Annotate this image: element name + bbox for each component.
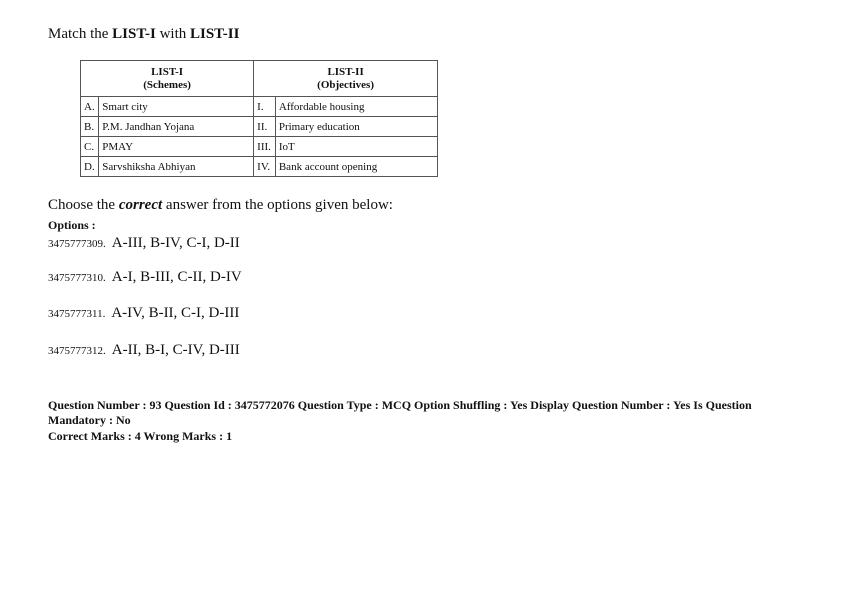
objective-cell: Bank account opening <box>275 157 437 177</box>
table-row <box>81 97 438 117</box>
row-roman: I. <box>254 97 276 117</box>
question-title-with: with <box>155 26 190 42</box>
question-marks: Correct Marks : 4 Wrong Marks : 1 <box>48 429 233 443</box>
scheme-cell: PMAY <box>99 137 254 157</box>
option-text: A-I, B-III, C-II, D-IV <box>111 269 242 285</box>
option-id: 3475777310. <box>48 272 106 284</box>
list2-header-subtitle: (Objectives) <box>317 78 374 91</box>
objective-cell: Primary education <box>275 117 437 137</box>
question-meta: Question Number : 93 Question Id : 3475772076 Question Type : MCQ Option Shuffling : Yes Display Question Number : Yes Is Question Mandatory : No <box>48 398 752 427</box>
option-item[interactable] <box>48 268 242 286</box>
row-letter: C. <box>81 137 99 157</box>
table-row <box>81 157 438 177</box>
option-id: 3475777311. <box>48 308 106 320</box>
option-text: A-II, B-I, C-IV, D-III <box>111 342 240 358</box>
option-text: A-IV, B-II, C-I, D-III <box>111 305 240 321</box>
list2-header <box>254 61 438 97</box>
instruction-suffix: answer from the options given below: <box>162 197 393 213</box>
option-item[interactable] <box>48 234 240 252</box>
question-title-list1: LIST-I <box>112 26 156 42</box>
option-id: 3475777312. <box>48 345 106 357</box>
table-row <box>81 117 438 137</box>
option-text: A-III, B-IV, C-I, D-II <box>111 235 240 251</box>
instruction-text <box>48 197 393 214</box>
instruction-prefix: Choose the <box>48 197 119 213</box>
match-table <box>80 60 438 177</box>
row-letter: A. <box>81 97 99 117</box>
scheme-cell: P.M. Jandhan Yojana <box>99 117 254 137</box>
instruction-emphasis: correct <box>118 197 163 213</box>
options-label: Options : <box>48 218 96 232</box>
list1-header-subtitle: (Schemes) <box>143 78 191 91</box>
table-row <box>81 137 438 157</box>
table-header-row <box>81 61 438 97</box>
objective-cell: IoT <box>275 137 437 157</box>
question-title-list2: LIST-II <box>189 26 240 42</box>
row-roman: III. <box>254 137 276 157</box>
row-roman: IV. <box>254 157 276 177</box>
option-id: 3475777309. <box>48 238 106 250</box>
objective-cell: Affordable housing <box>275 97 437 117</box>
question-title-prefix: Match the <box>48 26 113 42</box>
list1-header-title: LIST-I <box>151 65 184 78</box>
list1-header <box>81 61 254 97</box>
row-roman: II. <box>254 117 276 137</box>
row-letter: D. <box>81 157 99 177</box>
scheme-cell: Smart city <box>99 97 254 117</box>
row-letter: B. <box>81 117 99 137</box>
list2-header-title: LIST-II <box>327 65 364 78</box>
option-item[interactable] <box>48 304 239 322</box>
question-title <box>48 26 239 43</box>
scheme-cell: Sarvshiksha Abhiyan <box>99 157 254 177</box>
option-item[interactable] <box>48 341 240 359</box>
